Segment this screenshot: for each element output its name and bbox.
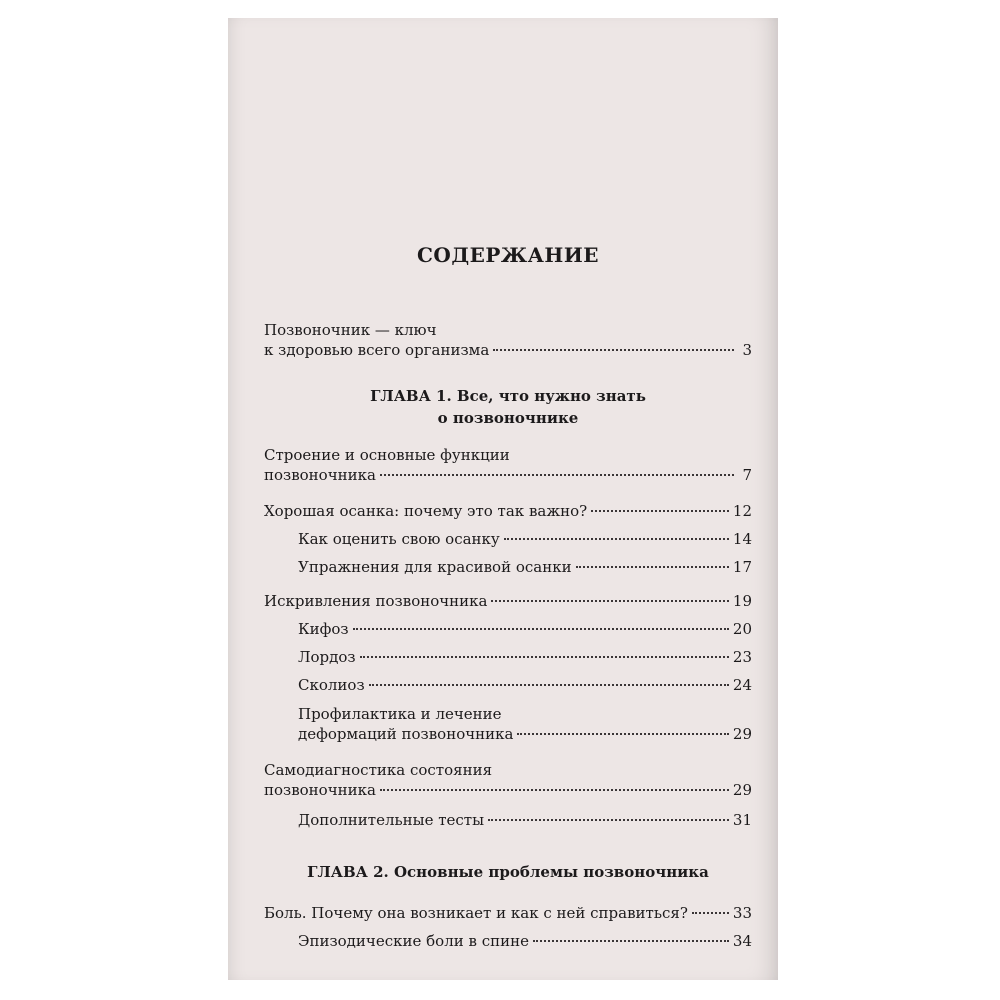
entry-title: Лордоз — [298, 648, 356, 666]
dot-leader — [493, 349, 734, 351]
entry-title: Сколиоз — [298, 676, 365, 694]
entry-title: Боль. Почему она возникает и как с ней справиться? — [264, 904, 688, 922]
chapter-1-title — [264, 385, 752, 429]
dot-leader — [491, 600, 728, 602]
dot-leader — [360, 656, 729, 658]
toc-entry-posture-exercises[interactable] — [298, 557, 752, 577]
chapter-2-title — [264, 861, 752, 883]
entry-title-line: Самодиагностика состояния — [264, 761, 493, 779]
toc-entry-prevention[interactable] — [298, 704, 752, 744]
toc-entry-structure[interactable] — [264, 445, 752, 485]
toc-entry-lordosis[interactable] — [298, 647, 752, 667]
page-number: 3 — [742, 341, 752, 359]
toc-heading: СОДЕРЖАНИЕ — [417, 243, 599, 267]
dot-leader — [591, 510, 729, 512]
page-number: 14 — [732, 530, 752, 548]
page-number: 29 — [732, 725, 752, 743]
dot-leader — [380, 474, 734, 476]
book-page — [228, 18, 778, 980]
toc-entry-pain[interactable] — [264, 903, 752, 923]
entry-title-line: Строение и основные функции — [264, 446, 510, 464]
page-number: 23 — [732, 648, 752, 666]
entry-title: позвоночника — [264, 781, 376, 799]
dot-leader — [488, 819, 729, 821]
entry-title: позвоночника — [264, 466, 376, 484]
page-number: 17 — [732, 558, 752, 576]
page-number: 7 — [742, 466, 752, 484]
entry-title: Эпизодические боли в спине — [298, 932, 529, 950]
page-number: 24 — [732, 676, 752, 694]
toc-entry-additional-tests[interactable] — [298, 810, 752, 830]
entry-title: Дополнительные тесты — [298, 811, 485, 829]
entry-title: к здоровью всего организма — [264, 341, 490, 359]
dot-leader — [504, 538, 729, 540]
toc-entry-intro[interactable] — [264, 320, 752, 360]
show-through-text — [228, 18, 778, 980]
toc-entry-curvature[interactable] — [264, 591, 752, 611]
page-number: 12 — [732, 502, 752, 520]
toc-entry-episodic-pain[interactable] — [298, 931, 752, 951]
entry-title: деформаций позвоночника — [298, 725, 514, 743]
page-number: 33 — [732, 904, 752, 922]
entry-title: Как оценить свою осанку — [298, 530, 500, 548]
entry-title: Кифоз — [298, 620, 349, 638]
entry-title: Упражнения для красивой осанки — [298, 558, 572, 576]
toc-entry-kyphosis[interactable] — [298, 619, 752, 639]
dot-leader — [533, 940, 729, 942]
toc-entry-posture[interactable] — [264, 501, 752, 521]
dot-leader — [517, 733, 728, 735]
page-number: 20 — [732, 620, 752, 638]
dot-leader — [353, 628, 729, 630]
page-number: 29 — [732, 781, 752, 799]
dot-leader — [380, 789, 729, 791]
toc-entry-assess-posture[interactable] — [298, 529, 752, 549]
chapter-title-line: ГЛАВА 1. Все, что нужно знать — [370, 387, 646, 405]
dot-leader — [576, 566, 729, 568]
chapter-title-line: о позвоночнике — [437, 409, 579, 427]
page-number: 19 — [732, 592, 752, 610]
entry-title: Искривления позвоночника — [264, 592, 488, 610]
entry-title-line: Профилактика и лечение — [298, 705, 502, 723]
chapter-title-line: ГЛАВА 2. Основные проблемы позвоночника — [307, 863, 709, 881]
page-number: 31 — [732, 811, 752, 829]
dot-leader — [369, 684, 729, 686]
dot-leader — [692, 912, 729, 914]
toc-entry-self-diagnostics[interactable] — [264, 760, 752, 800]
entry-title: Хорошая осанка: почему это так важно? — [264, 502, 588, 520]
page-number: 34 — [732, 932, 752, 950]
toc-entry-scoliosis[interactable] — [298, 675, 752, 695]
entry-title-line: Позвоночник — ключ — [264, 321, 437, 339]
